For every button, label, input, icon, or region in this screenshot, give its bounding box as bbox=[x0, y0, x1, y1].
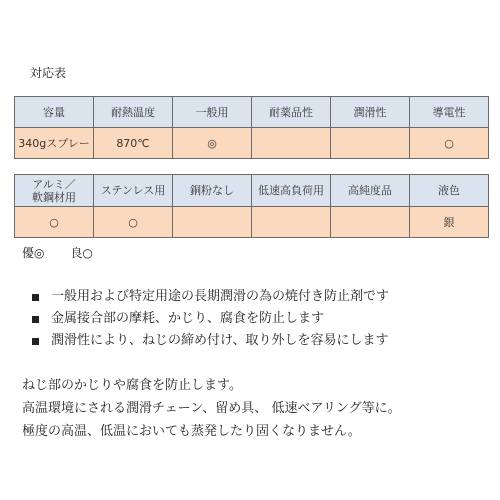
value-cell-low-speed-high-load bbox=[252, 207, 331, 238]
table-value-row bbox=[15, 128, 489, 159]
value-cell-capacity: 340gスプレー bbox=[15, 128, 94, 159]
feature-list bbox=[32, 286, 389, 352]
value-cell-stainless: ○ bbox=[94, 207, 173, 238]
table-value-row bbox=[15, 207, 489, 238]
value-cell-aluminum-steel: ○ bbox=[15, 207, 94, 238]
header-cell-capacity: 容量 bbox=[15, 97, 94, 128]
value-cell-liquid-color: 銀 bbox=[410, 207, 489, 238]
list-item-text: 金属接合部の摩耗、かじり、腐食を防止します bbox=[51, 311, 325, 326]
header-cell-liquid-color: 液色 bbox=[410, 175, 489, 207]
description-block bbox=[22, 374, 401, 443]
table-title: 対応表 bbox=[30, 66, 67, 80]
list-item-text: 一般用および特定用途の長期潤滑の為の焼付き防止剤です bbox=[51, 289, 390, 304]
header-cell-general-use: 一般用 bbox=[173, 97, 252, 128]
table-header-row bbox=[15, 97, 489, 128]
value-cell-lubricity bbox=[331, 128, 410, 159]
header-cell-chemical-resistance: 耐薬品性 bbox=[252, 97, 331, 128]
header-cell-low-speed-high-load: 低速高負荷用 bbox=[252, 175, 331, 207]
bullet-square-icon bbox=[32, 294, 39, 301]
table-header-row bbox=[15, 175, 489, 207]
list-item bbox=[32, 286, 389, 308]
header-cell-copper-free: 銅粉なし bbox=[173, 175, 252, 207]
description-line: 極度の高温、低温においても蒸発したり固くなりません。 bbox=[22, 424, 361, 439]
description-line: ねじ部のかじりや腐食を防止します。 bbox=[22, 378, 242, 393]
legend-excellent: 優◎ bbox=[22, 246, 45, 260]
value-cell-high-purity bbox=[331, 207, 410, 238]
list-item bbox=[32, 330, 389, 352]
header-cell-aluminum-steel: アルミ／ 軟鋼材用 bbox=[15, 175, 94, 207]
bullet-square-icon bbox=[32, 338, 39, 345]
spec-table-2 bbox=[14, 174, 489, 238]
header-cell-conductivity: 導電性 bbox=[410, 97, 489, 128]
bullet-square-icon bbox=[32, 316, 39, 323]
list-item bbox=[32, 308, 389, 330]
rating-legend bbox=[22, 244, 115, 261]
spec-table-1 bbox=[14, 96, 489, 159]
value-cell-copper-free bbox=[173, 207, 252, 238]
header-cell-stainless: ステンレス用 bbox=[94, 175, 173, 207]
description-line: 高温環境にされる潤滑チェーン、留め具、 低速ベアリング等に。 bbox=[22, 401, 401, 416]
value-cell-general-use: ◎ bbox=[173, 128, 252, 159]
value-cell-heat-resistance: 870℃ bbox=[94, 128, 173, 159]
value-cell-chemical-resistance bbox=[252, 128, 331, 159]
list-item-text: 潤滑性により、ねじの締め付け、取り外しを容易にします bbox=[51, 333, 389, 348]
legend-good: 良○ bbox=[70, 246, 93, 260]
header-cell-high-purity: 高純度品 bbox=[331, 175, 410, 207]
value-cell-conductivity: ○ bbox=[410, 128, 489, 159]
header-cell-heat-resistance: 耐熱温度 bbox=[94, 97, 173, 128]
header-cell-lubricity: 潤滑性 bbox=[331, 97, 410, 128]
